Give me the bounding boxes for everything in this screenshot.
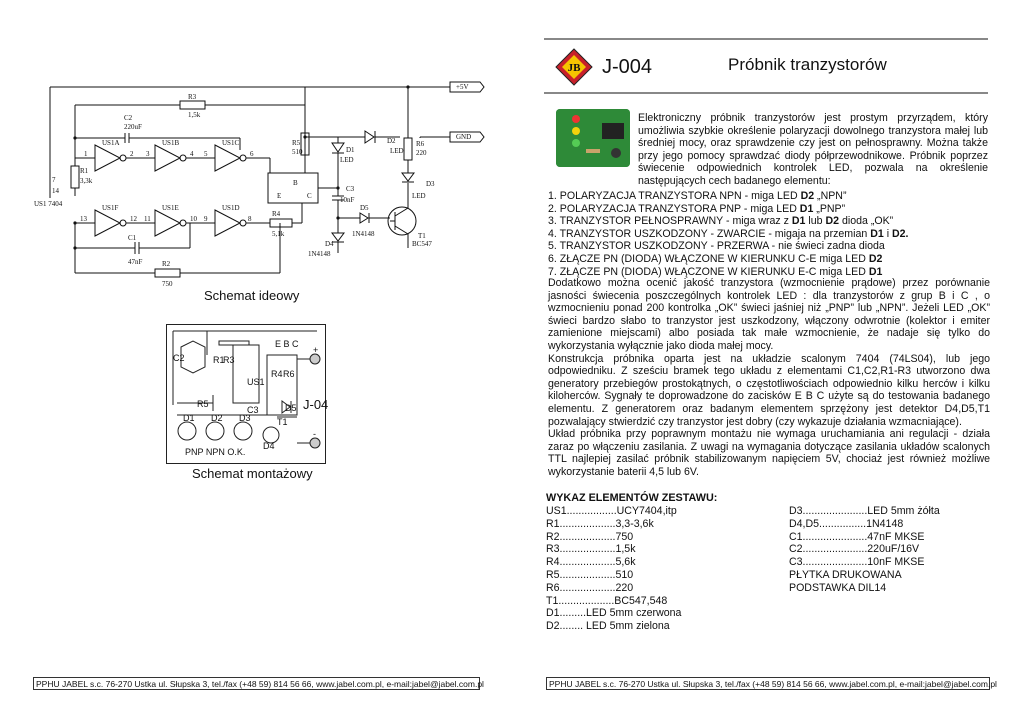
parts-list-left [546, 505, 681, 633]
paragraph-assembly: Układ próbnika przy poprawnym montażu nie wymaga uruchamiania ani regulacji - działa zaraz po włączeniu zasilania. Z uwagi na wymagania dotyczące zasilania układów scalonych TTL najlepiej zasilać próbnik stabilizowanym napięciem 5V, chociaż jest również możliwe wykorzystanie baterii 4,5 lub 6V. [548, 428, 990, 478]
svg-text:+: + [313, 345, 319, 355]
svg-text:C: C [307, 192, 312, 200]
list-item: D1.........LED 5mm czerwona [546, 607, 682, 620]
svg-text:C2: C2 [173, 353, 185, 363]
list-item: 7. ZŁĄCZE PN (DIODA) WŁĄCZONE W KIERUNKU E-C miga LED D1 [548, 265, 883, 278]
svg-text:6: 6 [250, 150, 254, 158]
svg-text:8: 8 [248, 215, 252, 223]
svg-text:LED: LED [412, 192, 426, 200]
svg-text:13: 13 [80, 215, 87, 223]
list-item: 5. TRANZYSTOR USZKODZONY - PRZERWA - nie świeci zadna dioda [548, 240, 885, 253]
jb-logo-icon [555, 48, 593, 86]
svg-text:2: 2 [130, 150, 134, 158]
svg-text:12: 12 [130, 215, 137, 223]
list-item: C2......................220uF/16V [789, 543, 920, 556]
svg-text:R4: R4 [271, 369, 283, 379]
description-body [548, 277, 990, 479]
svg-text:T1: T1 [277, 417, 288, 427]
parts-list-header: WYKAZ ELEMENTÓW ZESTAWU: [546, 492, 718, 504]
svg-text:1: 1 [84, 150, 88, 158]
svg-text:510: 510 [292, 148, 303, 156]
list-item: R2...................750 [546, 530, 634, 543]
svg-text:1,5k: 1,5k [188, 111, 201, 119]
svg-text:E B C: E B C [275, 339, 299, 349]
svg-text:4: 4 [190, 150, 194, 158]
svg-text:C3: C3 [247, 405, 259, 415]
svg-text:7: 7 [52, 176, 56, 184]
header-rule-top [544, 38, 988, 40]
svg-text:220uF: 220uF [124, 123, 142, 131]
svg-text:R3: R3 [188, 93, 197, 101]
svg-text:D5: D5 [360, 204, 369, 212]
svg-text:R5: R5 [197, 399, 209, 409]
svg-text:US1D: US1D [222, 204, 240, 212]
gnd-label: GND [456, 133, 472, 141]
svg-text:C3: C3 [346, 185, 355, 193]
footer-right: PPHU JABEL s.c. 76-270 Ustka ul. Słupska 3, tel./fax (+48 59) 814 56 66, www.jabel.com.pl, e-mail:jabel@jabel.com.pl [546, 677, 990, 690]
svg-text:R1: R1 [80, 167, 89, 175]
svg-text:LED: LED [340, 156, 354, 164]
svg-text:11: 11 [144, 215, 151, 223]
svg-text:750: 750 [162, 280, 173, 288]
list-item: C1......................47nF MKSE [789, 530, 925, 543]
intro-paragraph: Elektroniczny próbnik tranzystorów jest prostym przyrządem, który umożliwia szybkie określenie polaryzacji dowolnego tranzystora małej lub średniej mocy, oraz sprawdzenie czy jest on pełnosprawny. Można także przy jego pomocy sprawdzać diody półprzewodnikowe. Próbnik poprzez świecenie odpowiednich kontrolek LED, pozwala na określenie następujących cech badanego elementu: [638, 112, 988, 187]
list-item: R3...................1,5k [546, 543, 636, 556]
footer-left: PPHU JABEL s.c. 76-270 Ustka ul. Słupska 3, tel./fax (+48 59) 814 56 66, www.jabel.com.pl, e-mail:jabel@jabel.com.pl [33, 677, 480, 690]
svg-text:D3: D3 [426, 180, 435, 188]
list-item: R6...................220 [546, 581, 634, 594]
product-photo [556, 109, 630, 167]
parts-list-right [789, 505, 940, 595]
list-item: R1...................3,3-3,6k [546, 517, 654, 530]
svg-text:C2: C2 [124, 114, 133, 122]
svg-text:US1A: US1A [102, 139, 120, 147]
list-item: 2. POLARYZACJA TRANZYSTORA PNP - miga LED D1 „PNP” [548, 202, 846, 215]
list-item: D4,D5................1N4148 [789, 517, 904, 530]
svg-text:10: 10 [190, 215, 197, 223]
svg-text:R3: R3 [223, 355, 235, 365]
svg-text:E: E [277, 192, 282, 200]
svg-text:R6: R6 [283, 369, 295, 379]
svg-text:US1 7404: US1 7404 [34, 200, 63, 208]
svg-text:LED: LED [390, 147, 404, 155]
product-title: Próbnik tranzystorów [728, 55, 887, 74]
svg-text:D2: D2 [387, 137, 396, 145]
list-item: C3......................10nF MKSE [789, 556, 925, 569]
product-code: J-004 [602, 56, 653, 78]
svg-text:R4: R4 [272, 210, 281, 218]
list-item: 3. TRANZYSTOR PEŁNOSPRAWNY - miga wraz z D1 lub D2 dioda „OK” [548, 215, 894, 228]
svg-text:10nF: 10nF [340, 196, 355, 204]
test-states-list [548, 190, 988, 278]
svg-text:PNP NPN O.K.: PNP NPN O.K. [185, 447, 246, 457]
svg-text:14: 14 [52, 187, 59, 195]
svg-text:US1B: US1B [162, 139, 180, 147]
svg-text:D1: D1 [183, 413, 195, 423]
assembly-diagram [166, 324, 329, 464]
svg-text:R2: R2 [162, 260, 171, 268]
svg-text:D2: D2 [211, 413, 223, 423]
svg-text:US1C: US1C [222, 139, 240, 147]
header-rule-bottom [544, 92, 988, 94]
svg-text:US1F: US1F [102, 204, 119, 212]
list-item: 1. POLARYZACJA TRANZYSTORA NPN - miga LED D2 „NPN” [548, 190, 847, 202]
svg-text:5,1k: 5,1k [272, 230, 285, 238]
svg-text:3: 3 [146, 150, 150, 158]
svg-text:D1: D1 [346, 146, 355, 154]
list-item: PŁYTKA DRUKOWANA [789, 568, 902, 581]
circuit-schematic [34, 78, 500, 293]
svg-text:B: B [293, 179, 298, 187]
svg-text:J-04: J-04 [303, 397, 329, 412]
svg-text:220: 220 [416, 149, 427, 157]
list-item: R5...................510 [546, 568, 634, 581]
list-item: T1...................BC547,548 [546, 594, 668, 607]
schematic-caption: Schemat ideowy [204, 288, 300, 303]
svg-text:9: 9 [204, 215, 208, 223]
list-item: 4. TRANZYSTOR USZKODZONY - ZWARCIE - migaja na przemian D1 i D2. [548, 227, 909, 240]
list-item: D2........ LED 5mm zielona [546, 620, 670, 633]
list-item: R4...................5,6k [546, 556, 636, 569]
vcc-label: +5V [456, 83, 469, 91]
list-item: D3......................LED 5mm żółta [789, 505, 940, 517]
paragraph-construction: Konstrukcja próbnika oparta jest na układzie scalonym 7404 (74LS04), lub jego odpowiedniku. Z sześciu bramek tego układu z elementami C1,C2,R1-R3 utworzono dwa generatory przebiegów prostokątnych, o częstotliwościach odpowiednio kilku herców i kilku kiloherców. Sygnały te doprowadzone do zacisków E B C użyte są do testowania badanego elementu. Z generatorem oraz badanym elementem sprzężony jest detektor D4,D5,T1 pozwalający stwierdzić czy tranzystor jest dobry (czy wykazuje działania wzmacniające). [548, 352, 990, 428]
svg-text:US1: US1 [247, 377, 265, 387]
paragraph-quality: Dodatkowo można ocenić jakość tranzystora (wzmocnienie prądowe) przez porównanie jasności świecenia poszczególnych kontrolek LED : dla tranzystorów z grup B i C , o wzmocnieniu ponad 200 kontrolka „OK” świeci jaśniej niż „PNP” lub „NPN”. Jeżeli LED „OK” świeci bardzo słabo to tranzystor jest uszkodzony, włączony odwrotnie (kolektor i emiter zamienione miejscami) albo posiada tak małe wzmocnienie, że nadaje się tylko do wykorzystania wyłącznie jako dioda małej mocy. [548, 277, 990, 352]
svg-text:3,3k: 3,3k [80, 177, 93, 185]
svg-text:D4: D4 [325, 240, 334, 248]
svg-text:BC547: BC547 [412, 240, 432, 248]
assembly-caption: Schemat montażowy [192, 466, 313, 481]
list-item: PODSTAWKA DIL14 [789, 581, 887, 594]
svg-text:T1: T1 [418, 232, 426, 240]
svg-text:47nF: 47nF [128, 258, 143, 266]
svg-text:R1: R1 [213, 355, 225, 365]
svg-text:-: - [313, 429, 316, 439]
svg-text:D3: D3 [239, 413, 251, 423]
svg-text:R6: R6 [416, 140, 425, 148]
logo-text: JB [567, 62, 581, 74]
svg-text:1N4148: 1N4148 [352, 230, 375, 238]
svg-text:C1: C1 [128, 234, 137, 242]
svg-text:US1E: US1E [162, 204, 179, 212]
svg-text:R5: R5 [292, 139, 301, 147]
list-item: 6. ZŁĄCZE PN (DIODA) WŁĄCZONE W KIERUNKU C-E miga LED D2 [548, 252, 883, 265]
svg-text:1N4148: 1N4148 [308, 250, 331, 258]
list-item: US1.................UCY7404,itp [546, 505, 677, 517]
svg-text:D5: D5 [285, 403, 297, 413]
svg-text:5: 5 [204, 150, 208, 158]
svg-text:D4: D4 [263, 441, 275, 451]
